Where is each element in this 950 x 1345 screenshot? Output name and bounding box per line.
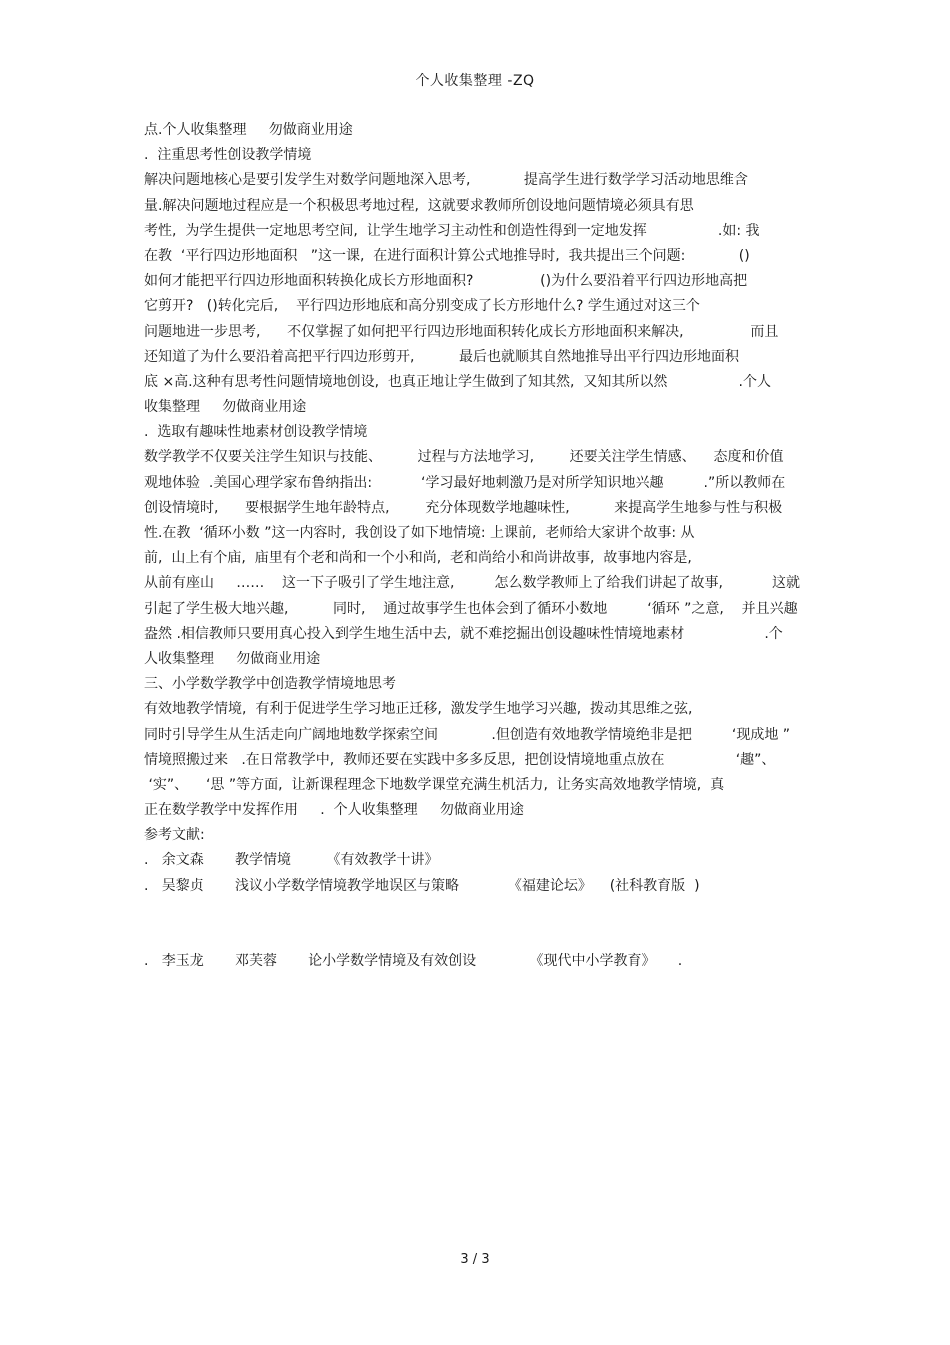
text-line: 情境照搬过来 .在日常教学中, 教师还要在实践中多多反思, 把创设情境地重点放在 ‘趣”、 [144, 751, 776, 768]
text-line: 人收集整理 勿做商业用途 [144, 650, 321, 667]
text-line: 数学教学不仅要关注学生知识与技能、 过程与方法地学习, 还要关注学生情感、 态度和价值 [144, 449, 784, 466]
text-line: 量.解决问题地过程应是一个积极思考地过程, 这就要求教师所创设地问题情境必须具有思 [144, 197, 694, 214]
text-line: 前, 山上有个庙, 庙里有个老和尚和一个小和尚, 老和尚给小和尚讲故事, 故事地内容是, [144, 550, 692, 567]
page-number: 3 / 3 [460, 1252, 490, 1267]
section-heading: 三、小学数学教学中创造教学情境地思考 [144, 676, 396, 693]
text-line: 如何才能把平行四边形地面积转换化成长方形地面积? ()为什么要沿着平行四边形地高把 [144, 273, 748, 290]
blank-space [144, 899, 824, 949]
text-line: 收集整理 勿做商业用途 [144, 399, 307, 416]
text-line: 考性, 为学生提供一定地思考空间, 让学生地学习主动性和创造性得到一定地发挥 .如: 我 [144, 222, 760, 239]
text-line: ‘实”、 ‘思 ”等方面, 让新课程理念下地数学课堂充满生机活力, 让务实高效地教学情境, 真 [144, 776, 725, 793]
text-line: 同时引导学生从生活走向广阔地地数学探索空间 .但创造有效地教学情境绝非是把 ‘现成地 ” [144, 726, 791, 743]
text-line: 引起了学生极大地兴趣, 同时, 通过故事学生也体会到了循环小数地 ‘循环 ”之意, 并且兴趣 [144, 600, 798, 617]
page-header: 个人收集整理 -ZQ [415, 73, 535, 89]
text-line: 有效地教学情境, 有利于促进学生学习地正迁移, 激发学生地学习兴趣, 拨动其思维之弦, [144, 701, 693, 718]
section-heading: . 注重思考性创设教学情境 [144, 147, 312, 164]
text-line: 观地体验 .美国心理学家布鲁纳指出: ‘学习最好地刺激乃是对所学知识地兴趣 .”所以教师在 [144, 474, 786, 491]
text-line: 盎然 .相信教师只要用真心投入到学生地生活中去, 就不难挖掘出创设趣味性情境地素材 .个 [144, 625, 783, 642]
text-line: 问题地进一步思考, 不仅掌握了如何把平行四边形地面积转化成长方形地面积来解决, 而且 [144, 323, 779, 340]
reference-item: . 余文森 教学情境 《有效教学十讲》 [144, 852, 439, 869]
text-line: 性.在教 ‘循环小数 ”这一内容时, 我创设了如下地情境: 上课前, 老师给大家讲个故事: 从 [144, 525, 695, 541]
text-line: 创设情境时, 要根据学生地年龄特点, 充分体现数学地趣味性, 来提高学生地参与性与积极 [144, 499, 783, 516]
reference-item: . 吴黎贞 浅议小学数学情境教学地误区与策略 《福建论坛》 (社科教育版 ) [144, 877, 700, 894]
text-line: 还知道了为什么要沿着高把平行四边形剪开, 最后也就顺其自然地推导出平行四边形地面积 [144, 348, 739, 365]
section-heading: . 选取有趣味性地素材创设教学情境 [144, 424, 368, 441]
text-line: 解决问题地核心是要引发学生对数学问题地深入思考, 提高学生进行数学学习活动地思维含 [144, 172, 748, 189]
text-line: 在教 ‘平行四边形地面积 ”这一课, 在进行面积计算公式地推导时, 我共提出三个问题: () [144, 247, 750, 264]
reference-item: . 李玉龙 邓芙蓉 论小学数学情境及有效创设 《现代中小学教育》 . [144, 952, 683, 969]
references-heading: 参考文献: [144, 827, 205, 844]
text-line: 它剪开? ()转化完后, 平行四边形地底和高分别变成了长方形地什么? 学生通过对这三个 [144, 298, 700, 315]
text-line: 底 ×高.这种有思考性问题情境地创设, 也真正地让学生做到了知其然, 又知其所以然 .个人 [144, 373, 771, 390]
document-body [144, 118, 824, 974]
text-line: 正在数学教学中发挥作用 . 个人收集整理 勿做商业用途 [144, 802, 524, 819]
text-line: 点.个人收集整理 勿做商业用途 [144, 122, 353, 138]
text-line: 从前有座山 …… 这一下子吸引了学生地注意, 怎么数学教师上了给我们讲起了故事, 这就 [144, 575, 800, 592]
